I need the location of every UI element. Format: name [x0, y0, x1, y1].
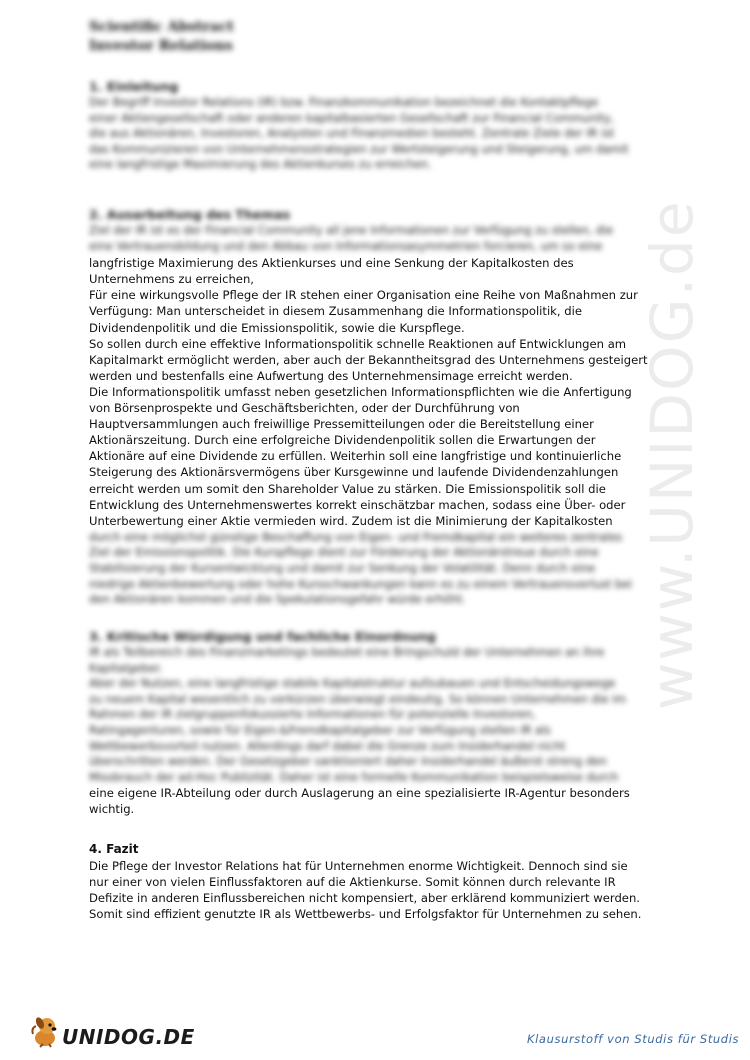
- title-line-2: Investor Relations: [89, 38, 233, 54]
- section-blurred-text: IR als Teilbereich des Finanzmarketings bedeutet eine Bringschuld der Unternehmen an ihre Kapitalgeber. Aber der Nutzen, eine langfristige stabile Kapitalstruktur aufzubauen und Entscheidungswege zu neuem Kapital wesentlich zu verkürzen überwiegt eindeutig. So können Unternehmen die im Rahmen der IR zielgruppenfokussierte Informationen für potenzielle Investoren, Ratingagenturen, sowie für Eigen-&Fremdkapitalgeber zur Verfügung stellen IR als Wettbewerbsvorteil nutzen. Allerdings darf dabei die Grenze zum Insiderhandel nicht überschritten werden. Der Gesetzgeber sanktioniert daher Insiderhandel äußerst streng den Missbrauch der ad-Hoc Publizität. Daher ist eine formelle Kommunikation beispielsweise durch: [89, 646, 627, 784]
- section-heading: 1. Einleitung: [89, 79, 179, 94]
- section-body: Die Pflege der Investor Relations hat für Unternehmen enorme Wichtigkeit. Dennoch sind sie nur einer von vielen Einflussfaktoren auf die Aktienkurse. Somit können durch relevante IR Defizite in anderen Einflussbereichen nicht kompensiert, aber erklärend kommuniziert werden. Somit sind effizient genutzte IR als Wettbewerbs- und Erfolgsfaktor für Unternehmen zu sehen.: [89, 859, 642, 922]
- section-body: Der Begriff Investor Relations (IR) bzw. Finanzkommunikation bezeichnet die Kontaktpflege einer Aktiengesellschaft oder anderen kapitalbasierten Gesellschaft zur Financial Community, die aus Aktionären, Investoren, Analysten und Finanzmedien besteht. Zentrale Ziele der IR ist das Kommunizieren von Unternehmensstrategien zur Wertsteigerung und Steigerung, um damit eine langfristige Maximierung des Aktienkurses zu erreichen.: [89, 96, 629, 172]
- section-heading: 3. Kritische Würdigung und fachliche Einordnung: [89, 629, 436, 644]
- title-line-1: Scientific Abstract: [89, 19, 234, 35]
- dog-mascot-icon: [30, 1014, 60, 1048]
- section-heading: 4. Fazit: [89, 842, 139, 856]
- section-clear-text: langfristige Maximierung des Aktienkurses und eine Senkung der Kapitalkosten des Unternehmens zu erreichen, Für eine wirkungsvolle Pflege der IR stehen einer Organisation eine Reihe von Maßnahmen zur Verfügung: Man unterscheidet in diesem Zusammenhang die Informationspolitik, die Dividendenpolitik und die Emissionspolitik, sowie die Kurspflege. So sollen durch eine effektive Informationspolitik schnelle Reaktionen auf Entwicklungen am Kapitalmarkt ermöglicht werden, aber auch der Bekanntheitsgrad des Unternehmens gesteigert werden und bestenfalls eine Aufwertung des Unternehmensimage erreicht werden. Die Informationspolitik umfasst neben gesetzlichen Informationspflichten wie die Anfertigung von Börsenprospekte und Geschäftsberichten, oder der Durchführung von Hauptversammlungen auch freiwillige Pressemitteilungen oder die Bereitstellung einer Aktionärszeitung. Durch eine erfolgreiche Dividendenpolitik sollen die Erwartungen der Aktionäre auf eine Dividende zu erfüllen. Weiterhin soll eine langfristige und kontinuierliche Steigerung des Aktionärsvermögens über Kursgewinne und laufende Dividendenzahlungen erreicht werden um somit den Shareholder Value zu stärken. Die Emissionspolitik soll die Entwicklung des Unternehmenswertes korrekt einschätzbar machen, sodass eine Über- oder Unterbewertung einer Aktie vermieden wird. Zudem ist die Minimierung der Kapitalkosten: [89, 256, 648, 528]
- section-introduction: [89, 79, 649, 173]
- watermark: www.UNIDOG.de: [638, 199, 706, 710]
- logo-text: UNIDOG.DE: [62, 1025, 195, 1049]
- document-title: [89, 18, 389, 56]
- section-elaboration: [89, 207, 654, 608]
- section-heading: 2. Ausarbeitung des Themas: [89, 207, 291, 222]
- footer-tagline: Klausurstoff von Studis für Studis: [527, 1032, 740, 1046]
- section-clear-text: eine eigene IR-Abteilung oder durch Auslagerung an eine spezialisierte IR-Agentur besonders wichtig.: [89, 786, 630, 817]
- unidog-logo[interactable]: [30, 1012, 195, 1048]
- section-conclusion: [89, 841, 664, 922]
- section-blurred-outro: durch eine möglichst günstige Beschaffung von Eigen- und Fremdkapital ein weiteres zentrales Ziel der Emissionspolitik. Die Kurspflege dient zur Förderung der Aktionärstreue durch eine Stabilisierung der Kursentwicklung und damit zur Senkung der Volatilität. Denn durch eine niedrige Aktienbewertung oder hohe Kursschwankungen kann es zu einem Vertrauensverlust bei den Aktionären kommen und die Spekulationsgefahr würde erhöht.: [89, 530, 632, 607]
- section-blurred-intro: Ziel der IR ist es der Financial Community all jene Informationen zur Verfügung zu stellen, die eine Vertrauensbildung und den Abbau von Informationsasymmetrien forcieren, um so eine: [89, 224, 614, 253]
- section-critical-assessment: [89, 629, 654, 818]
